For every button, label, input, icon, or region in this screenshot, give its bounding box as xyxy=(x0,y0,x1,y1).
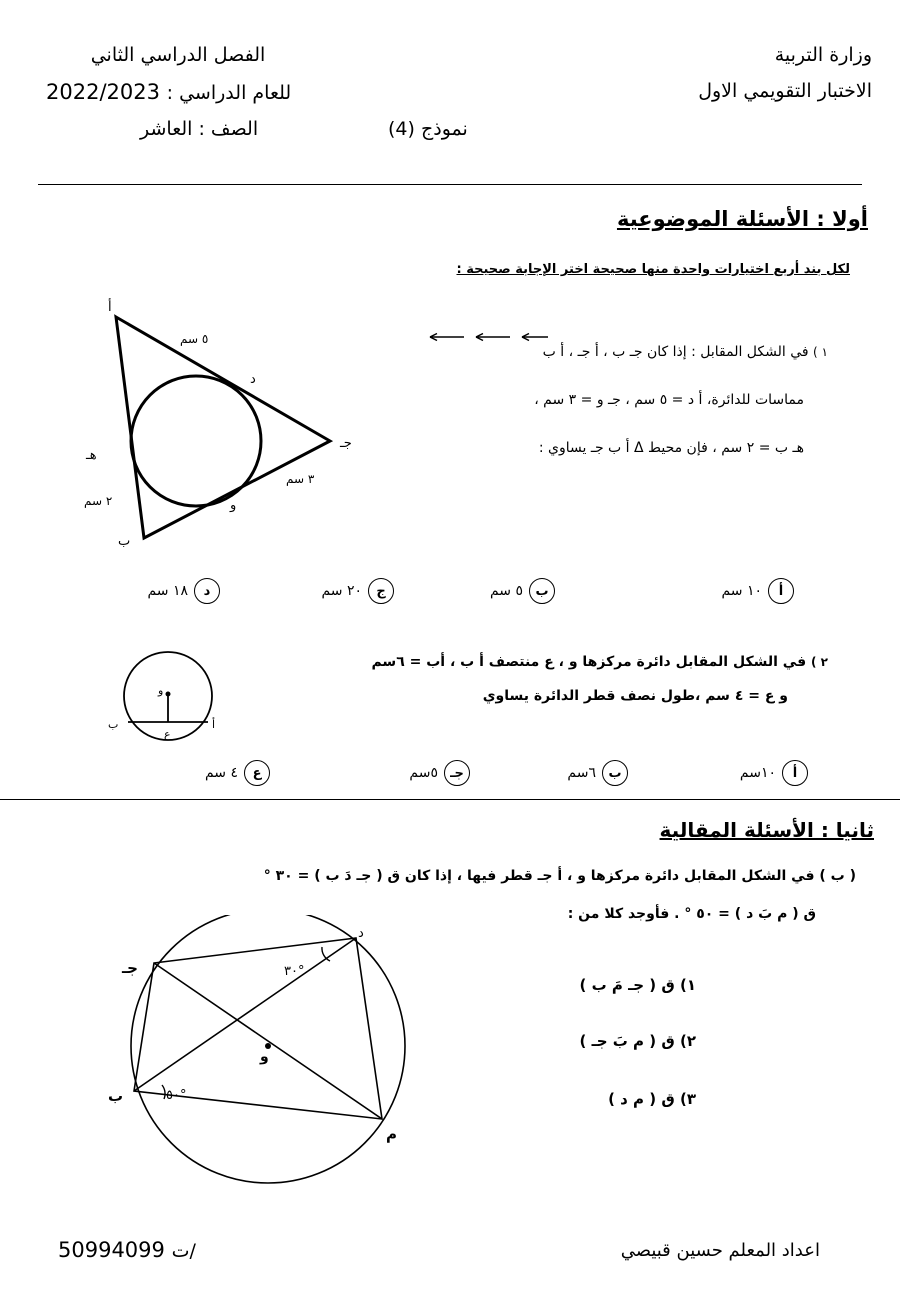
triangle-abc xyxy=(116,317,330,538)
label-e: ع xyxy=(164,728,171,741)
label-b: ب xyxy=(118,534,131,549)
q1-line1 xyxy=(543,344,828,360)
center-dot xyxy=(166,692,171,697)
phone-line xyxy=(58,1238,196,1262)
section1-instruction: لكل بند أربع اختيارات واحدة منها صحيحة اختر الإجابة صحيحة : xyxy=(456,262,850,277)
label-d: د xyxy=(358,926,364,941)
author-credit: اعداد المعلم حسين قبيصي xyxy=(620,1240,820,1261)
angle-30: ٣٠° xyxy=(284,964,305,979)
label-b: ب xyxy=(108,718,119,731)
phone-number: 50994099 xyxy=(58,1238,165,1262)
option-text: ١٨ سم xyxy=(147,583,188,599)
q1-option-c[interactable] xyxy=(321,578,394,604)
label-h: هـ xyxy=(86,448,97,463)
option-letter: ج xyxy=(368,578,394,604)
option-text: ٥ سم xyxy=(489,583,523,599)
year-label: للعام الدراسي : xyxy=(166,82,292,104)
label-a: أ xyxy=(108,300,112,315)
q2-line2: و ع = ٤ سم ،طول نصف قطر الدائرة يساوي xyxy=(482,688,788,704)
len-ad: ٥ سم xyxy=(180,332,209,346)
option-letter: ع xyxy=(244,760,270,786)
label-m: م xyxy=(386,1125,397,1143)
q1-number: ١ ) xyxy=(813,345,828,359)
section2-item-2: ٢) ق ( م بَ جـ ) xyxy=(579,1032,696,1050)
option-letter: أ xyxy=(782,760,808,786)
section1-title: أولا : الأسئلة الموضوعية xyxy=(616,207,868,231)
section2-circle-figure xyxy=(100,915,430,1195)
option-letter: جـ xyxy=(444,760,470,786)
label-w: و xyxy=(230,498,237,513)
grade-label: الصف : العاشر xyxy=(140,118,259,140)
q2-circle-figure xyxy=(104,642,234,752)
model-label: نموذج (4) xyxy=(388,118,468,140)
q1-line3: هـ ب = ٢ سم ، فإن محيط Δ أ ب جـ يساوي : xyxy=(538,440,804,456)
q2-number: ٢ ) xyxy=(811,655,828,669)
q2-option-b[interactable] xyxy=(567,760,628,786)
q1-option-b[interactable] xyxy=(490,578,555,604)
label-c: جـ xyxy=(340,436,352,451)
section-divider xyxy=(0,799,900,800)
q1-line2: مماسات للدائرة، أ د = ٥ سم ، جـ و = ٣ سم ، xyxy=(534,392,804,408)
label-o: و xyxy=(260,1049,269,1065)
q2-line1 xyxy=(371,654,828,670)
q1-option-d[interactable] xyxy=(147,578,220,604)
angle-arc-b xyxy=(162,1085,165,1099)
option-text: ١٠ سم xyxy=(721,583,762,599)
year-value: 2022/2023 xyxy=(46,80,160,104)
option-text: ٤ سم xyxy=(204,765,238,781)
section2-title: ثانيا : الأسئلة المقالية xyxy=(659,818,874,842)
label-c: جـ xyxy=(122,959,138,977)
option-letter: د xyxy=(194,578,220,604)
q1-line1-text: في الشكل المقابل : إذا كان جـ ب ، أ جـ ، أ ب xyxy=(542,344,809,360)
label-o: و xyxy=(158,684,164,697)
section2-intro2: ق ( م بَ د ) = ٥٠ ° . فأوجد كلا من : xyxy=(567,906,816,922)
option-text: ٢٠ سم xyxy=(321,583,362,599)
q1-arrows xyxy=(428,327,548,346)
q2-line1-text: في الشكل المقابل دائرة مركزها و ، ع منتصف أ ب ، أب = ٦سم xyxy=(371,654,807,670)
option-text: ٦سم xyxy=(567,765,596,781)
angle-arc-d xyxy=(322,947,330,961)
header-divider xyxy=(38,184,862,185)
option-letter: أ xyxy=(768,578,794,604)
angle-50: ٥٠° xyxy=(166,1088,187,1103)
option-text: ١٠سم xyxy=(739,765,776,781)
phone-label: ت/ xyxy=(171,1240,196,1262)
q1-triangle-figure xyxy=(80,295,370,555)
diameter-ac xyxy=(154,963,382,1119)
q2-option-d[interactable] xyxy=(205,760,270,786)
label-b: ب xyxy=(108,1087,124,1105)
year-line xyxy=(46,80,291,104)
section2-item-3: ٣) ق ( م د ) xyxy=(608,1090,696,1108)
label-d: د xyxy=(250,372,256,387)
option-letter: ب xyxy=(529,578,555,604)
q2-option-a[interactable] xyxy=(740,760,808,786)
len-hb: ٢ سم xyxy=(84,494,113,508)
option-text: ٥سم xyxy=(409,765,438,781)
section2-intro1: ( ب ) في الشكل المقابل دائرة مركزها و ، أ جـ قطر فيها ، إذا كان ق ( جـ دَ ب ) = ٣٠ ° xyxy=(263,868,856,884)
semester-label: الفصل الدراسي الثاني xyxy=(90,44,266,66)
section2-item-1: ١) ق ( جـ مَ ب ) xyxy=(579,976,696,994)
exam-title: الاختبار التقويمي الاول xyxy=(698,80,872,102)
len-cw: ٣ سم xyxy=(286,472,315,486)
q1-option-a[interactable] xyxy=(721,578,794,604)
ministry-label: وزارة التربية xyxy=(774,44,872,66)
q2-option-c[interactable] xyxy=(409,760,470,786)
tangent-arrows-icon xyxy=(428,332,548,342)
label-a: أ xyxy=(212,718,216,731)
incircle xyxy=(131,376,261,506)
option-letter: ب xyxy=(602,760,628,786)
